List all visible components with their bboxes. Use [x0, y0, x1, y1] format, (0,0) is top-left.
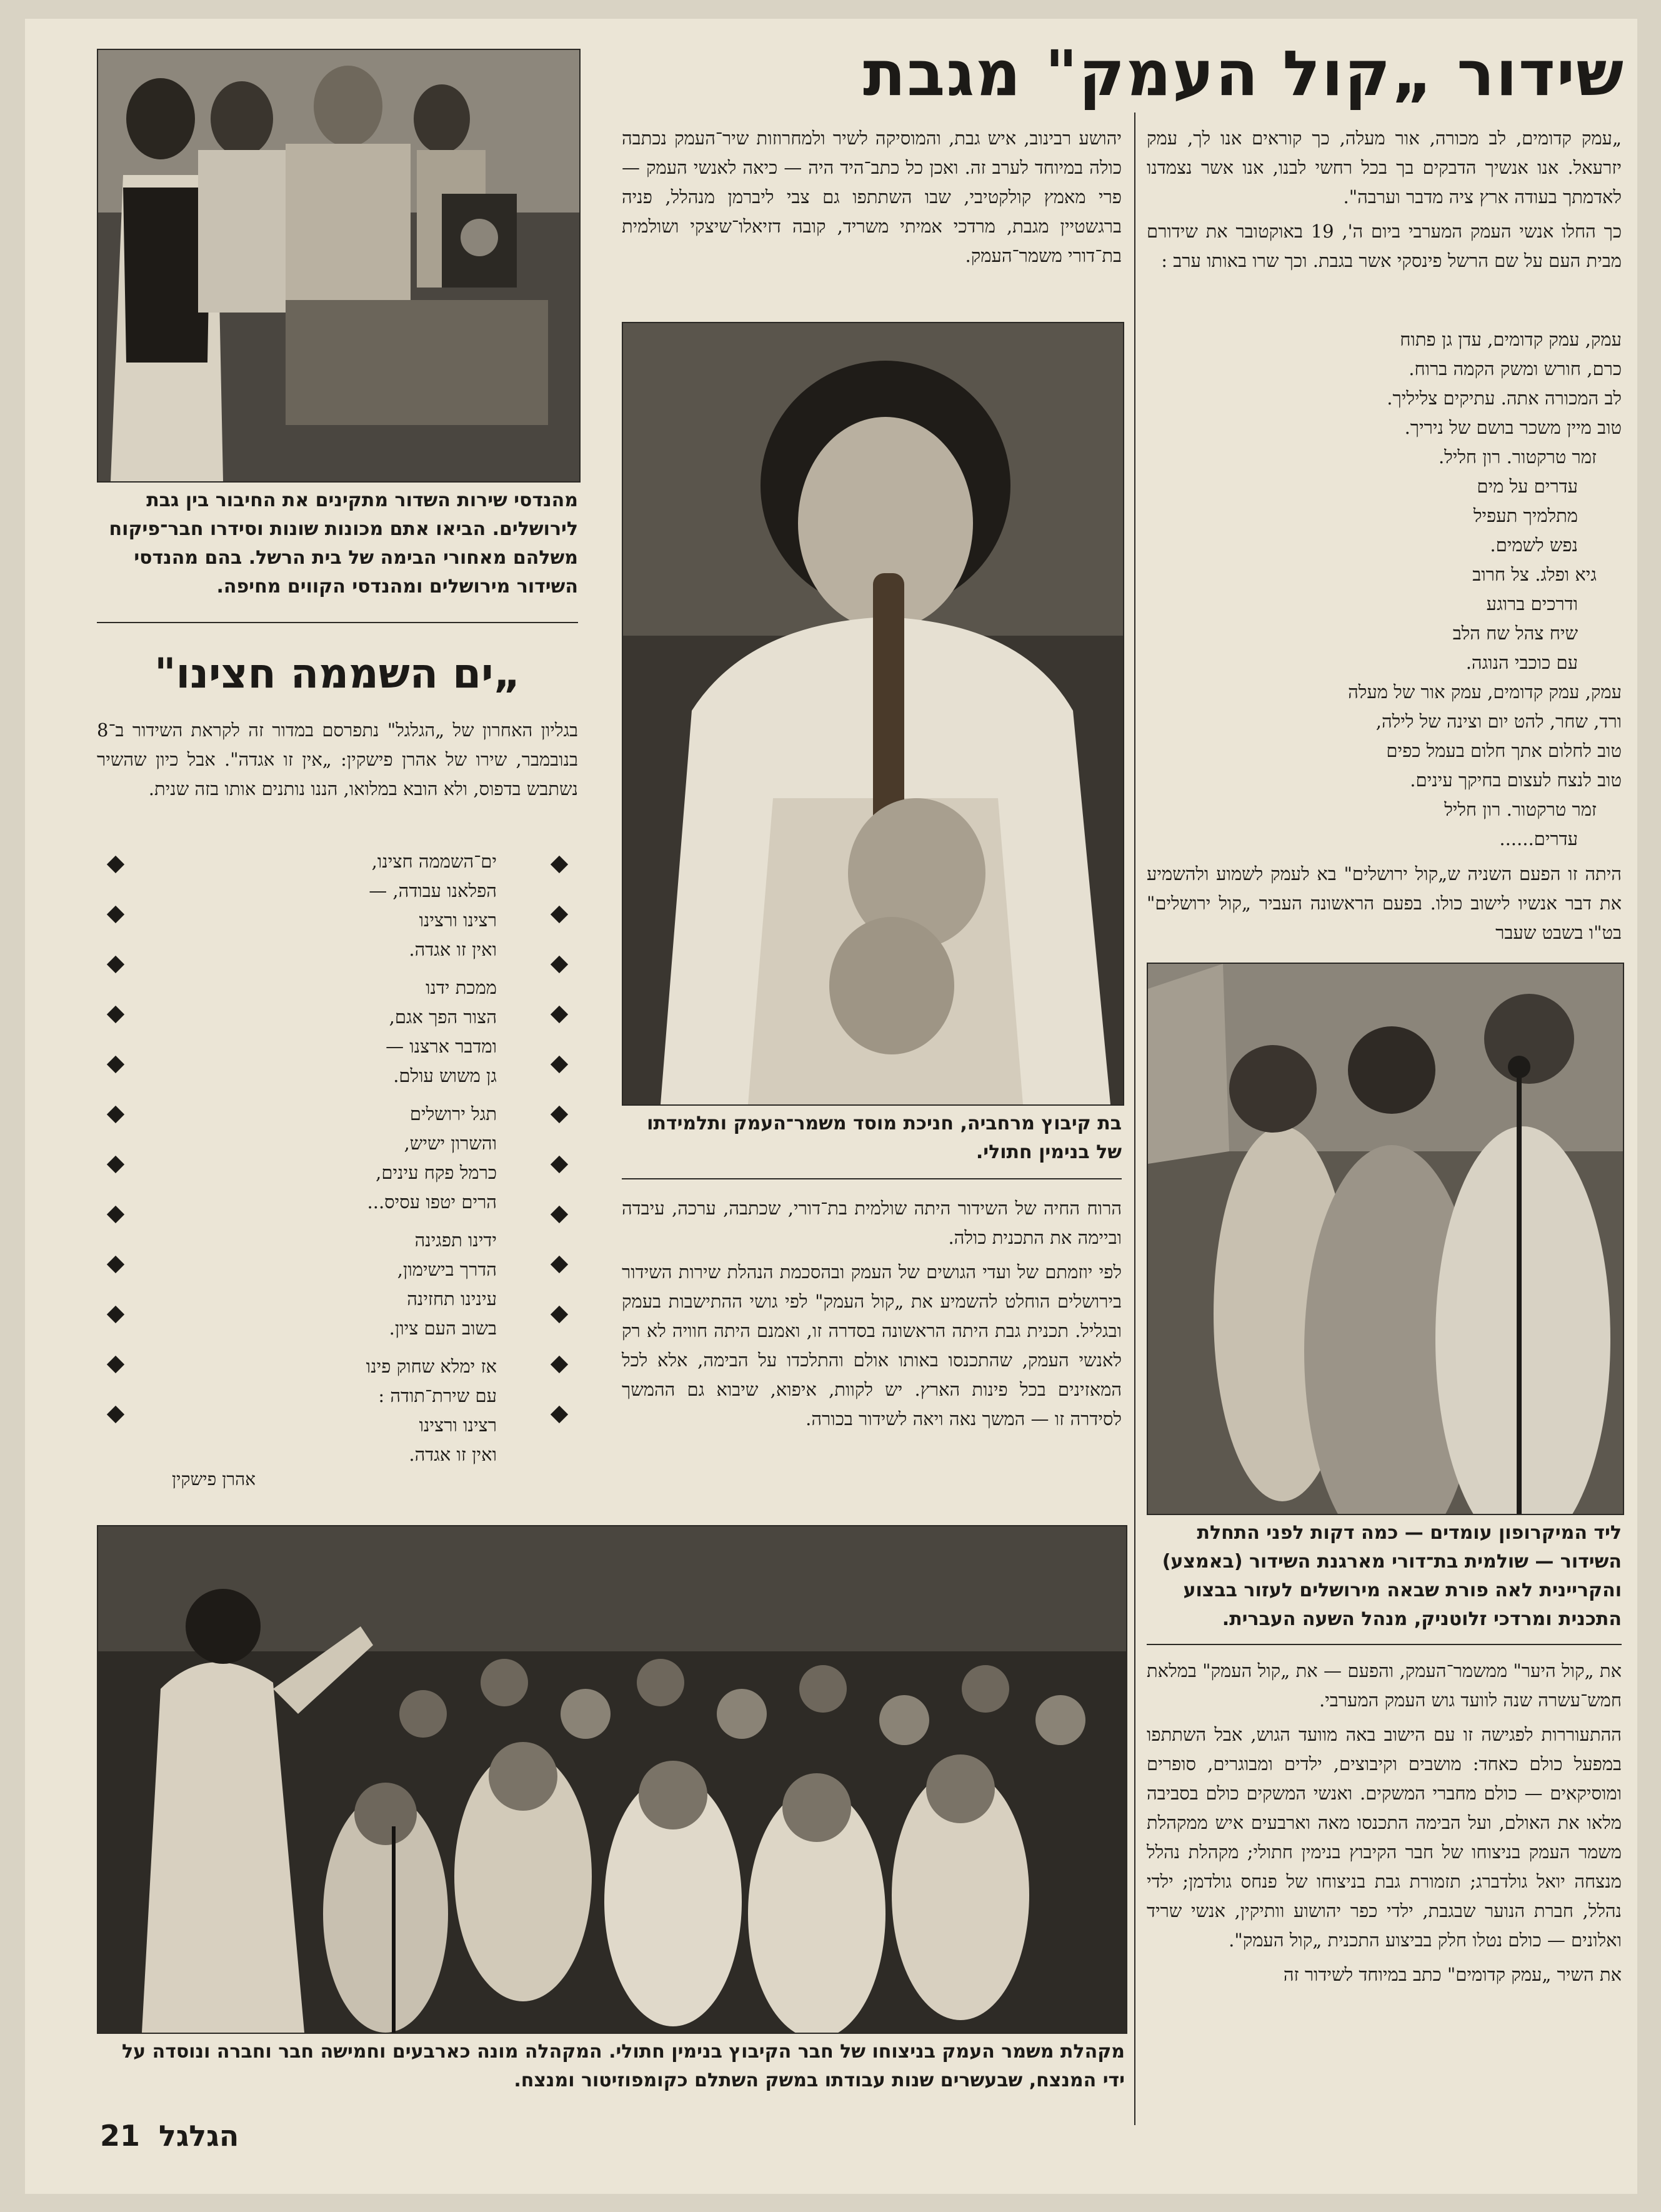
choir-caption: מקהלת משמר העמק בניצוחו של חבר הקיבוץ בנימין חתולי. המקהלה מונה כארבעים וחמישה חבר וחברה ונוסדה על ידי המנצח, שבעשרים שנות עבודתו במשק השתלם כקומפוזיטור ומנצח. [122, 2041, 1125, 2091]
poem-line: טוב מיין משכר בושם של ניריך. [1404, 417, 1622, 438]
poem-line: תגל ירושלים [409, 1103, 497, 1124]
poem-line: ים־השממה חצינו, [371, 851, 497, 872]
bullet-diamond [107, 1356, 124, 1373]
poem-line: ואין זו אגדה. [409, 939, 497, 960]
poem-line: נפש לשמים. [1490, 534, 1578, 556]
bullet-diamond [551, 1056, 568, 1073]
poem-line: ודרכים ברוגע [1486, 593, 1578, 614]
poem-line: כרם, חורש ומשק הקמה ברוח. [1409, 358, 1622, 379]
engineers-caption: מהנדסי שירות השדור מתקינים את החיבור בין גבת לירושלים. הביאו אתם מכונות שונות וסידרו חבר־פיקוח משלהם מאחורי הבימה של בית הרשל. בהם מהנדסי השידור מירושלים ומהנדסי הקווים מחיפה. [109, 489, 578, 598]
article-middle-top: יהושע רבינוב, איש גבת, והמוסיקה לשיר ולמחרוזות שיר־העמק נכתבה כולה במיוחד לערב זה. ואכן כל כתב־היד היה — כיאה לאנשי העמק — פרי מאמץ קולקטיבי, שבו השתתפו גם צבי ליברמן מנהלל, פניה ברגשטיין מגבת, מרדכי אמיתי משריד, קובה דזיאלו־שיצקי ושולמית בת־דורי משמר־העמק. [622, 128, 1122, 266]
poem-author: אהרן פישקין [172, 1469, 256, 1489]
article-title: שידור „קול העמק" מגבת [863, 37, 1625, 110]
bullet-diamond [551, 856, 568, 873]
poem-line: לב המכורה אתה. עתיקים צליליך. [1387, 388, 1622, 409]
poem-line: רצינו ורצינו [419, 1414, 497, 1436]
poem-line: עם שירת־תודה : [378, 1385, 497, 1406]
bullet-diamond [107, 1006, 124, 1023]
sidebar-poem-lines [284, 847, 497, 1469]
poem-line: זמר טרקטור. רון חליל. [1438, 446, 1597, 468]
poem-stanza [284, 1352, 497, 1469]
continuation-paragraph-1: את „קול היער" ממשמר־העמק, והפעם — את „קול העמק" במלאת חמש־עשרה שנה לוועד גוש העמק המערבי. [1147, 1660, 1622, 1711]
poem-line: עינינו תחזינה [407, 1288, 497, 1309]
article-continuation [1147, 1656, 1622, 1994]
bullet-diamond [107, 1106, 124, 1123]
bullet-diamond [551, 1256, 568, 1273]
bullet-diamond [107, 1206, 124, 1223]
middle-paragraph-1: הרוח החיה של השידור היתה שולמית בת־דורי, שכתבה, ערכה, עיבדה וביימה את התכנית כולה. [622, 1198, 1122, 1248]
flute-caption: בת קיבוץ מרחביה, חניכת מוסד משמר־העמק ותלמידתו של בנימין חתולי. [647, 1113, 1122, 1163]
bullet-diamond [551, 1356, 568, 1373]
poem-line: אז ימלא שחוק פינו [366, 1356, 497, 1377]
poem-line: גיא ופלג. צל חרוב [1472, 564, 1597, 585]
sidebar-poem-body [97, 847, 578, 1489]
continuation-paragraph-2: ההתעוררות לפגישה זו עם הישוב באה מוועד הגוש, אבל השתתפו במפעל כולם כאחד: מושבים וקיבוצים, ילדים ומבוגרים, סופרים ומוסיקאים — כולם מחברי המשקים. ואנשי המשקים כולם בסביבה מלאו את האולם, ועל הבימה התכנסו מאה וארבעים איש ממקהלת משמר העמק בניצוחו של חבר הקיבוץ בנימין חתולי; מקהלת נהלל מנצחה יואל גולדברג; תזמורת גבת בניצוחו של פנחס גולדמן; ילדי נהלל, חברת הנוער שבגבת, ילדי כפר יהושוע וותיקין, אנשי שריד ואלונים — כולם נטלו חלק בביצוע התכנית „קול העמק". [1147, 1724, 1622, 1951]
microphone-caption: ליד המיקרופון עומדים — כמה דקות לפני התחלת השידור — שולמית בת־דורי מארגנת השידור (באמצע) והקריינית לאה פורת שבאה מירושלים לעזור בבצוע התכנית ומרדכי זלוטניק, מנהל השעה העברית. [1162, 1522, 1622, 1630]
microphone-photo [1147, 963, 1624, 1515]
bullet-diamond [107, 1406, 124, 1423]
bullet-diamond [107, 856, 124, 873]
poem-line: עמק, עמק קדומים, עדן גן פתוח [1400, 329, 1622, 350]
poem-line: עם כוכבי הנוגה. [1465, 652, 1578, 673]
poem-line: טוב לחלום אתך חלום בעמל כפים [1386, 740, 1622, 761]
bullet-diamond [551, 906, 568, 923]
engineers-photo [97, 49, 581, 483]
poem-line: כרמל פקח עינים, [376, 1162, 497, 1183]
sidebar-poem-intro: בגליון האחרון של „הגלגל" נתפרסם במדור זה לקראת השידור ב־8 בנובמבר, שירו של אהרן פישקין: „אין זו אגדה". אבל כיון שהשיר נשתבש בדפוס, ולא הובא במלואו, הננו נותנים אותו בזה שנית. [97, 719, 578, 799]
bullet-diamond [551, 1106, 568, 1123]
poem-line: גן משוש עולם. [393, 1065, 497, 1086]
poem-line: ידינו תפגינה [414, 1229, 497, 1251]
bullet-diamond [551, 1406, 568, 1423]
valley-poem [1147, 325, 1622, 854]
poem-line: ורד, שחר, להט יום וצינה של לילה, [1375, 711, 1622, 732]
bullet-diamond [551, 1006, 568, 1023]
bullet-diamond [107, 956, 124, 973]
middle-paragraph-2: לפי יוזמתם של ועדי הגושים של העמק ובהסכמת הנהלת שירות השידור בירושלים הוחלט להשמיע את „קול העמק" לפי גושי ההתישבות בעמק ובגליל. תכנית גבת היתה הראשונה בסדרה זו, ואמנם היתה חוויה לא רק לאנשי העמק, שהתכנסו באותו אולם והתלכדו על הבימה, אלא לכל המאזינים בכל פינות הארץ. יש לקוות, איפוא, שיבוא גם ההמשך לסידרה זו — המשך נאה ויאה לשידור בכורה. [622, 1261, 1122, 1429]
poem-line: רצינו ורצינו [419, 909, 497, 931]
poem-line: טוב לנצח לעצום בחיקך עינים. [1410, 769, 1622, 791]
poem-line: עמק, עמק קדומים, עמק אור של מעלה [1348, 681, 1622, 703]
poem-stanza [284, 1099, 497, 1217]
poem-line: הרים יטפו עסיס... [367, 1191, 497, 1213]
poem-line: שיח צהל שח הלב [1452, 623, 1578, 644]
poem-line: ממכת ידנו [426, 977, 497, 998]
article-middle-bottom [622, 1194, 1122, 1439]
bullet-diamond [107, 906, 124, 923]
poem-line: מתלמיך תעפיל [1473, 505, 1578, 526]
poem-stanza [284, 847, 497, 964]
folio [100, 2119, 239, 2153]
intro-paragraph-1: „עמק קדומים, לב מכורה, אור מעלה, כך קוראים אנו לך, עמק יזרעאל. אנו אנשיך הדבקים בך בכל רחשי לבנו, אנו אשר נצמדנו לאדמתך בעודה ארץ ציה מדבר וערבה". [1147, 128, 1622, 208]
poem-line: בשוב העם ציון. [389, 1318, 497, 1339]
after-poem-paragraph: היתה זו הפעם השניה ש„קול ירושלים" בא לעמק לשמוע ולהשמיע את דבר אנשיו לישוב כולו. בפעם הראשונה העביר „קול ירושלים" בט"ו בשבט שעבר [1147, 863, 1622, 943]
page-number: 21 [100, 2119, 141, 2153]
choir-photo [97, 1525, 1127, 2034]
bullet-diamond [551, 1156, 568, 1173]
bullet-diamond [107, 1056, 124, 1073]
poem-stanza [284, 973, 497, 1091]
poem-line: והשרון ישיש, [404, 1133, 497, 1154]
poem-line: הדרך בישימון, [397, 1259, 497, 1280]
bullet-diamond [551, 1206, 568, 1223]
bullet-diamond [551, 956, 568, 973]
bullet-diamond [107, 1256, 124, 1273]
poem-line: זמר טרקטור. רון חליל [1444, 799, 1597, 820]
sidebar-poem-title: „ים השממה חצינו" [154, 649, 521, 698]
poem-line: עדרים...... [1499, 828, 1578, 849]
bullet-diamond [107, 1156, 124, 1173]
poem-line: ומדבר ארצנו — [386, 1036, 497, 1057]
poem-line: הפלאנו עבודה, — [369, 880, 497, 901]
intro-paragraph-2: כך החלו אנשי העמק המערבי ביום ה', 19 באוקטובר את שידורם מבית העם על שם הרשל פינסקי אשר בגבת. וכך שרו באותו ערב : [1147, 221, 1622, 271]
divider [622, 1178, 1122, 1179]
magazine-page [25, 19, 1637, 2194]
poem-line: הצור הפך אגם, [389, 1006, 497, 1028]
magazine-name: הגלגל [159, 2119, 239, 2153]
bullet-diamond [551, 1306, 568, 1323]
article-intro [1147, 124, 1622, 281]
bullet-diamond [107, 1306, 124, 1323]
divider [97, 622, 578, 623]
poem-line: עדרים על מים [1477, 476, 1578, 497]
poem-stanza [284, 1226, 497, 1343]
column-divider [1134, 113, 1135, 2125]
continuation-paragraph-3: את השיר „עמק קדומים" כתב במיוחד לשידור זה [1283, 1964, 1622, 1985]
flute-girl-photo [622, 322, 1124, 1106]
poem-line: ואין זו אגדה. [409, 1444, 497, 1465]
divider [1147, 1644, 1622, 1645]
